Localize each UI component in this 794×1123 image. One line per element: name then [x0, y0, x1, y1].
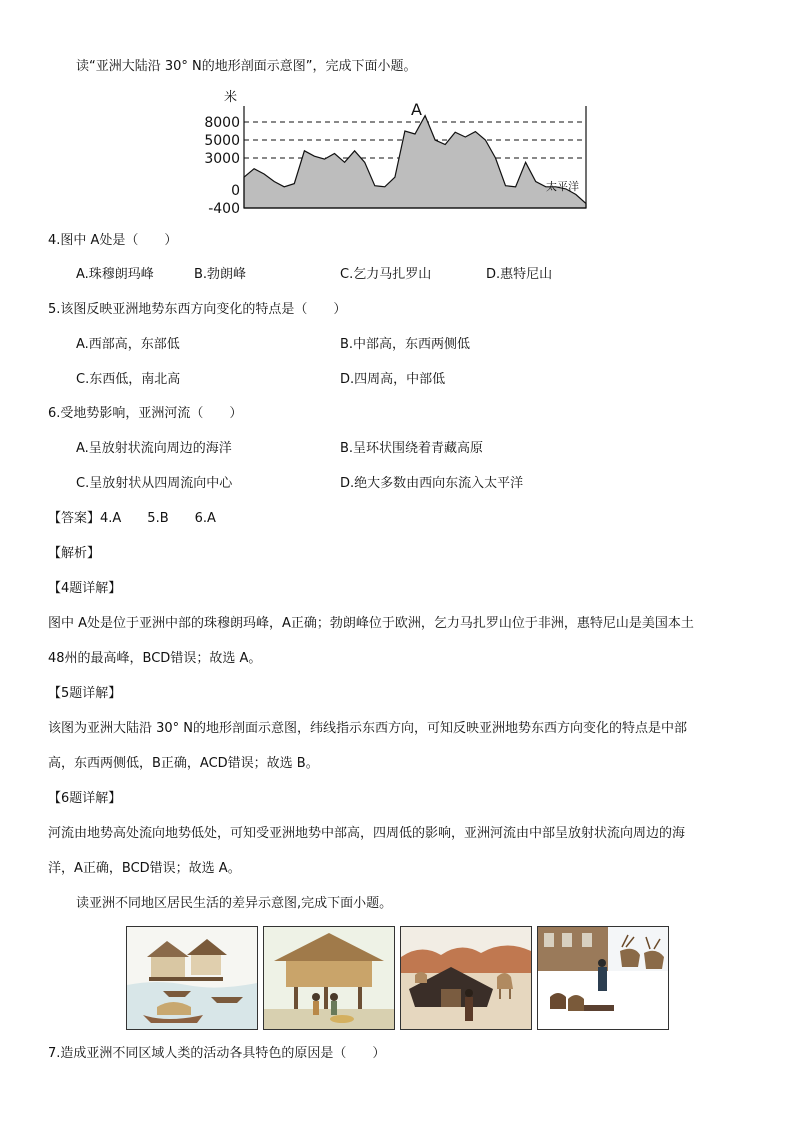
q5-option-d[interactable]: D.四周高，中部低: [340, 372, 446, 387]
desert-tent-camels-icon: [400, 926, 532, 1030]
answer-line: 【答案】4.A 5.B 6.A: [48, 511, 216, 526]
detail6-title: 【6题详解】: [48, 791, 122, 806]
q6-stem: 6.受地势影响，亚洲河流（ ）: [48, 406, 243, 421]
analysis-title: 【解析】: [48, 546, 101, 561]
y-axis-unit-label: 米: [224, 90, 238, 105]
q4-option-b[interactable]: B.勃朗峰: [194, 267, 247, 282]
stilt-house-icon: [263, 926, 395, 1030]
y-tick-labels: [204, 115, 240, 216]
y-tick-label: -400: [208, 201, 240, 216]
q4-option-d[interactable]: D.惠特尼山: [486, 267, 553, 282]
y-tick-label: 3000: [204, 151, 240, 167]
detail4-line-1: 图中 A处是位于亚洲中部的珠穆朗玛峰，A正确；勃朗峰位于欧洲，乞力马扎罗山位于非洲，惠特尼山是美国本土: [48, 616, 694, 631]
detail5-line-1: 该图为亚洲大陆沿 30° N的地形剖面示意图，纬线指示东西方向，可知反映亚洲地势东西方向变化的特点是中部: [48, 721, 688, 736]
q5-stem: 5.该图反映亚洲地势东西方向变化的特点是（ ）: [48, 302, 347, 317]
snow-reindeer-sled-icon: [537, 926, 669, 1030]
q4-stem: 4.图中 A处是（ ）: [48, 233, 178, 248]
detail6-line-1: 河流由地势高处流向地势低处，可知受亚洲地势中部高，四周低的影响，亚洲河流由中部呈放射状流向周边的海: [48, 826, 686, 841]
q6-option-a[interactable]: A.呈放射状流向周边的海洋: [76, 441, 232, 456]
y-tick-label: 0: [231, 183, 240, 199]
q6-option-d[interactable]: D.绝大多数由西向东流入太平洋: [340, 476, 524, 491]
q5-option-c[interactable]: C.东西低，南北高: [76, 372, 181, 387]
detail5-title: 【5题详解】: [48, 686, 122, 701]
q6-option-c[interactable]: C.呈放射状从四周流向中心: [76, 476, 233, 491]
q5-option-b[interactable]: B.中部高，东西两侧低: [340, 337, 471, 352]
terrain-profile-chart: [200, 86, 600, 216]
ocean-label: 太平洋: [546, 180, 579, 193]
q6-option-b[interactable]: B.呈环状围绕着青藏高原: [340, 441, 484, 456]
detail5-line-2: 高，东西两侧低，B正确，ACD错误；故选 B。: [48, 756, 319, 771]
peak-a-label: A: [411, 100, 422, 119]
q7-stem: 7.造成亚洲不同区域人类的活动各具特色的原因是（ ）: [48, 1046, 386, 1061]
y-tick-label: 5000: [204, 133, 240, 149]
q4-option-c[interactable]: C.乞力马扎罗山: [340, 267, 432, 282]
q4-option-a[interactable]: A.珠穆朗玛峰: [76, 267, 154, 282]
intro-text-1: 读“亚洲大陆沿 30° N的地形剖面示意图”，完成下面小题。: [76, 59, 417, 74]
water-village-boats-icon: [126, 926, 258, 1030]
detail4-title: 【4题详解】: [48, 581, 122, 596]
detail4-line-2: 48州的最高峰，BCD错误；故选 A。: [48, 651, 262, 666]
intro-text-2: 读亚洲不同地区居民生活的差异示意图,完成下面小题。: [76, 896, 393, 911]
residents-life-pictures: [126, 926, 671, 1030]
detail6-line-2: 洋，A正确，BCD错误；故选 A。: [48, 861, 241, 876]
y-tick-label: 8000: [204, 115, 240, 131]
q5-option-a[interactable]: A.西部高，东部低: [76, 337, 180, 352]
terrain-profile-area: [244, 116, 586, 208]
